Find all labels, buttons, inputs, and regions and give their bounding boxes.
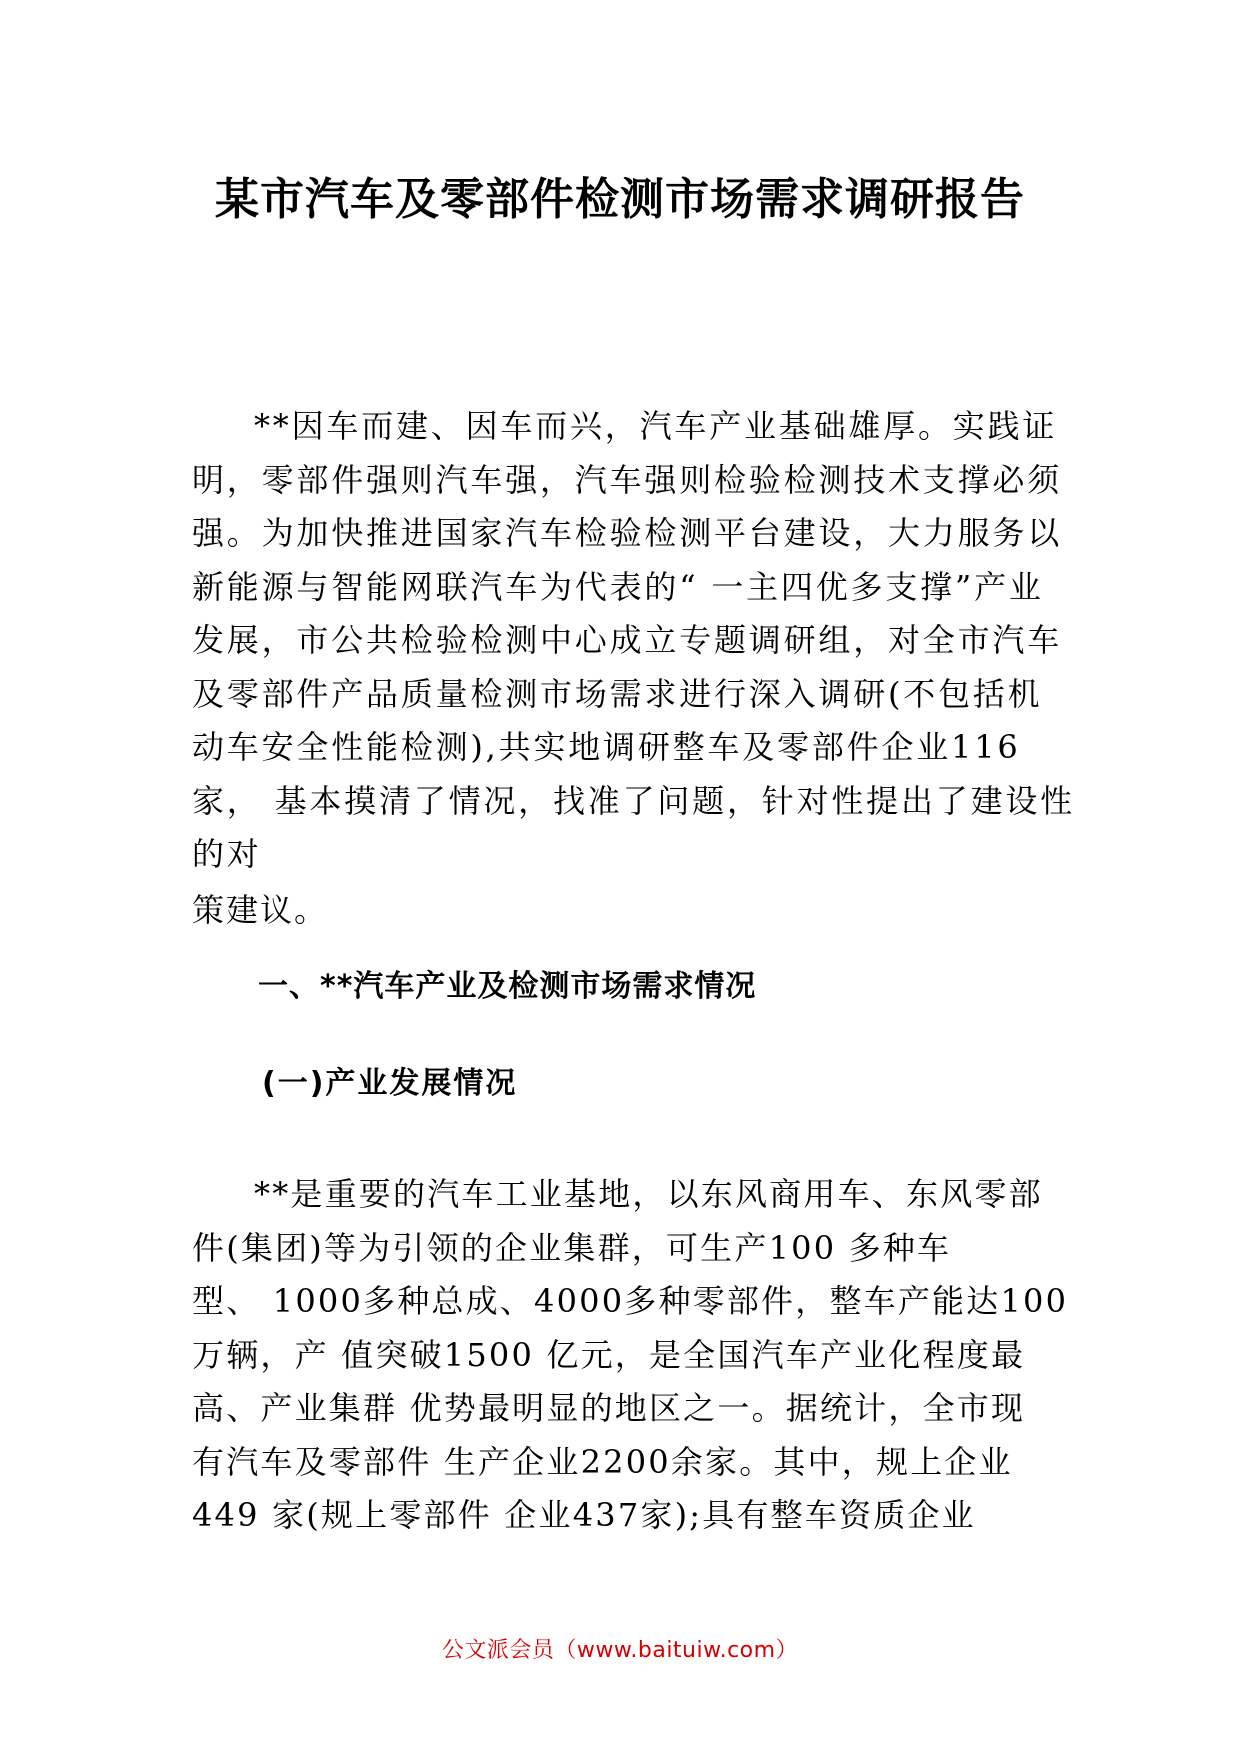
- paragraph-line: 强。为加快推进国家汽车检验检测平台建设，大力服务以: [192, 514, 1063, 552]
- paragraph-line: 有汽车及零部件 生产企业2200余家。其中，规上企业: [192, 1442, 1013, 1481]
- paragraph-line: **因车而建、因车而兴，汽车产业基础雄厚。实践证: [254, 407, 1058, 445]
- paragraph-line: 及零部件产品质量检测市场需求进行深入调研(不包括机: [192, 674, 1043, 713]
- paragraph-line: 明，零部件强则汽车强，汽车强则检验检测技术支撑必须: [192, 460, 1063, 499]
- section-heading: 一、**汽车产业及检测市场需求情况: [258, 969, 757, 1004]
- document-title: 某市汽车及零部件检测市场需求调研报告: [215, 174, 1025, 225]
- paragraph-line: 动车安全性能检测),共实地调研整车及零部件企业116: [192, 728, 1021, 766]
- paragraph-line: 件(集团)等为引领的企业集群，可生产100 多种车: [192, 1228, 952, 1267]
- paragraph-line: 万辆，产 值突破1500 亿元，是全国汽车产业化程度最: [192, 1335, 1026, 1374]
- subsection-heading: (一)产业发展情况: [262, 1066, 518, 1101]
- body-paragraph: [192, 1168, 1072, 1543]
- paragraph-line: 型、 1000多种总成、4000多种零部件，整车产能达100: [192, 1282, 1069, 1320]
- paragraph-line: 新能源与智能网联汽车为代表的“ 一主四优多支撑”产业: [192, 567, 1044, 606]
- footer-watermark-link[interactable]: 公文派会员（www.baituiw.com）: [441, 1638, 799, 1663]
- intro-paragraph: [192, 400, 1075, 882]
- paragraph-line: 449 家(规上零部件 企业437家);具有整车资质企业: [192, 1496, 976, 1534]
- paragraph-line: 家， 基本摸清了情况，找准了问题，针对性提出了建设性: [192, 781, 1075, 820]
- intro-continuation: 策建议。: [192, 891, 329, 929]
- paragraph-line: 的对: [192, 835, 262, 873]
- paragraph-line: 发展，市公共检验检测中心成立专题调研组，对全市汽车: [192, 621, 1063, 659]
- paragraph-line: **是重要的汽车工业基地，以东风商用车、东风零部: [254, 1175, 1043, 1213]
- paragraph-line: 高、产业集群 优势最明显的地区之一。据统计，全市现: [192, 1389, 1026, 1427]
